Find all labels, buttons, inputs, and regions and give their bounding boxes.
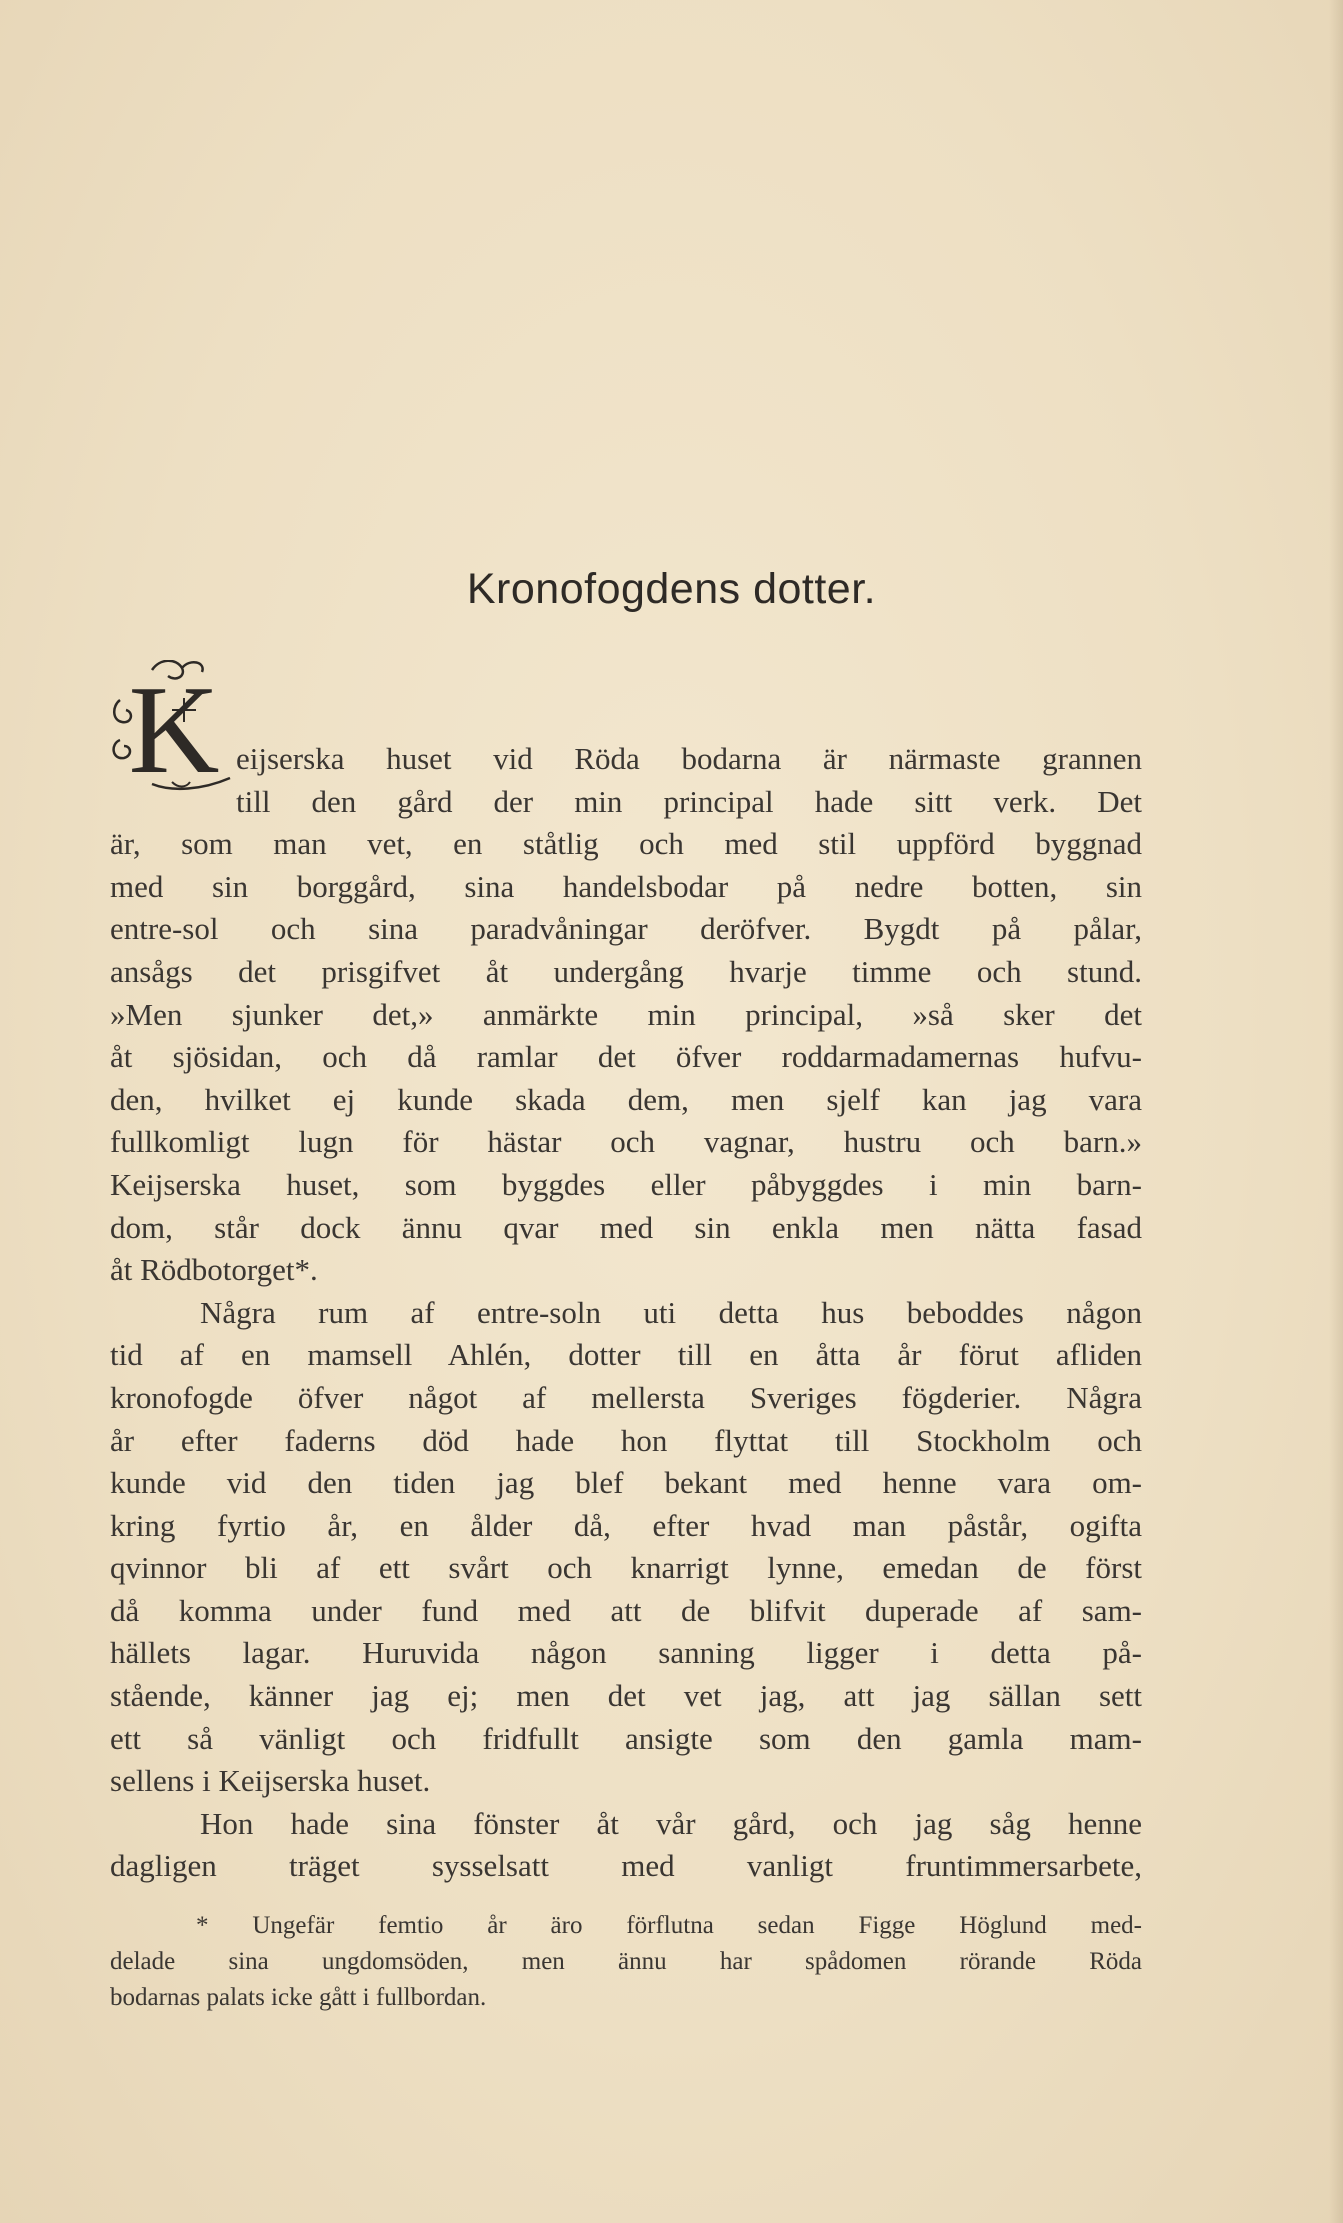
text-line: ett så vänligt och fridfullt ansigte som den gamla mam- xyxy=(110,1720,1142,1756)
text-line: år efter faderns död hade hon flyttat till Stockholm och xyxy=(110,1422,1142,1458)
text-line: åt sjösidan, och då ramlar det öfver roddarmadamernas hufvu- xyxy=(110,1039,1142,1075)
text-line: Hon hade sina fönster åt vår gård, och jag såg henne xyxy=(200,1805,1142,1841)
text-line: med sin borggård, sina handelsbodar på nedre botten, sin xyxy=(110,868,1142,904)
footnote-line: * Ungefär femtio år äro förflutna sedan Figge Höglund med- xyxy=(196,1912,1142,1939)
text-line: Keijserska huset, som byggdes eller påbyggdes i min barn- xyxy=(110,1166,1142,1202)
page-edge-shadow xyxy=(1329,0,1343,2223)
text-line: dom, står dock ännu qvar med sin enkla men nätta fasad xyxy=(110,1209,1142,1245)
text-line: kunde vid den tiden jag blef bekant med henne vara om- xyxy=(110,1465,1142,1501)
text-line: stående, känner jag ej; men det vet jag, att jag sällan sett xyxy=(110,1678,1142,1714)
text-line: då komma under fund med att de blifvit duperade af sam- xyxy=(110,1592,1142,1628)
text-line: den, hvilket ej kunde skada dem, men sjelf kan jag vara xyxy=(110,1081,1142,1117)
footnote-line: bodarnas palats icke gått i fullbordan. xyxy=(110,1984,487,2011)
text-line: fullkomligt lugn för hästar och vagnar, hustru och barn.» xyxy=(110,1124,1142,1160)
text-line: till den gård der min principal hade sitt verk. Det xyxy=(236,783,1142,819)
chapter-title: Kronofogdens dotter. xyxy=(466,565,877,613)
text-line: åt Rödbotorget*. xyxy=(110,1252,318,1288)
chapter-body xyxy=(110,738,1142,1888)
text-line: eijserska huset vid Röda bodarna är närmaste grannen xyxy=(236,741,1142,776)
text-line: sellens i Keijserska huset. xyxy=(110,1763,431,1799)
drop-cap-letter: K xyxy=(128,661,220,792)
text-line: »Men sjunker det,» anmärkte min principal, »så sker det xyxy=(110,996,1142,1032)
text-line: är, som man vet, en ståtlig och med stil uppförd byggnad xyxy=(110,826,1142,862)
text-line: dagligen träget sysselsatt med vanligt fruntimmersarbete, xyxy=(110,1848,1142,1884)
text-line: tid af en mamsell Ahlén, dotter till en åtta år förut afliden xyxy=(110,1337,1142,1373)
text-line: kring fyrtio år, en ålder då, efter hvad man påstår, ogifta xyxy=(110,1507,1142,1543)
footnote xyxy=(110,1908,1142,2016)
footnote-line: delade sina ungdomsöden, men ännu har spådomen rörande Röda xyxy=(110,1948,1142,1975)
text-line: entre-sol och sina paradvåningar deröfver. Bygdt på pålar, xyxy=(110,911,1142,947)
text-line: ansågs det prisgifvet åt undergång hvarje timme och stund. xyxy=(110,953,1142,989)
text-line: hällets lagar. Huruvida någon sanning ligger i detta på- xyxy=(110,1635,1142,1671)
text-line: qvinnor bli af ett svårt och knarrigt lynne, emedan de först xyxy=(110,1550,1142,1586)
text-line: Några rum af entre-soln uti detta hus beboddes någon xyxy=(200,1294,1142,1330)
text-line: kronofogde öfver något af mellersta Sveriges fögderier. Några xyxy=(110,1379,1142,1415)
